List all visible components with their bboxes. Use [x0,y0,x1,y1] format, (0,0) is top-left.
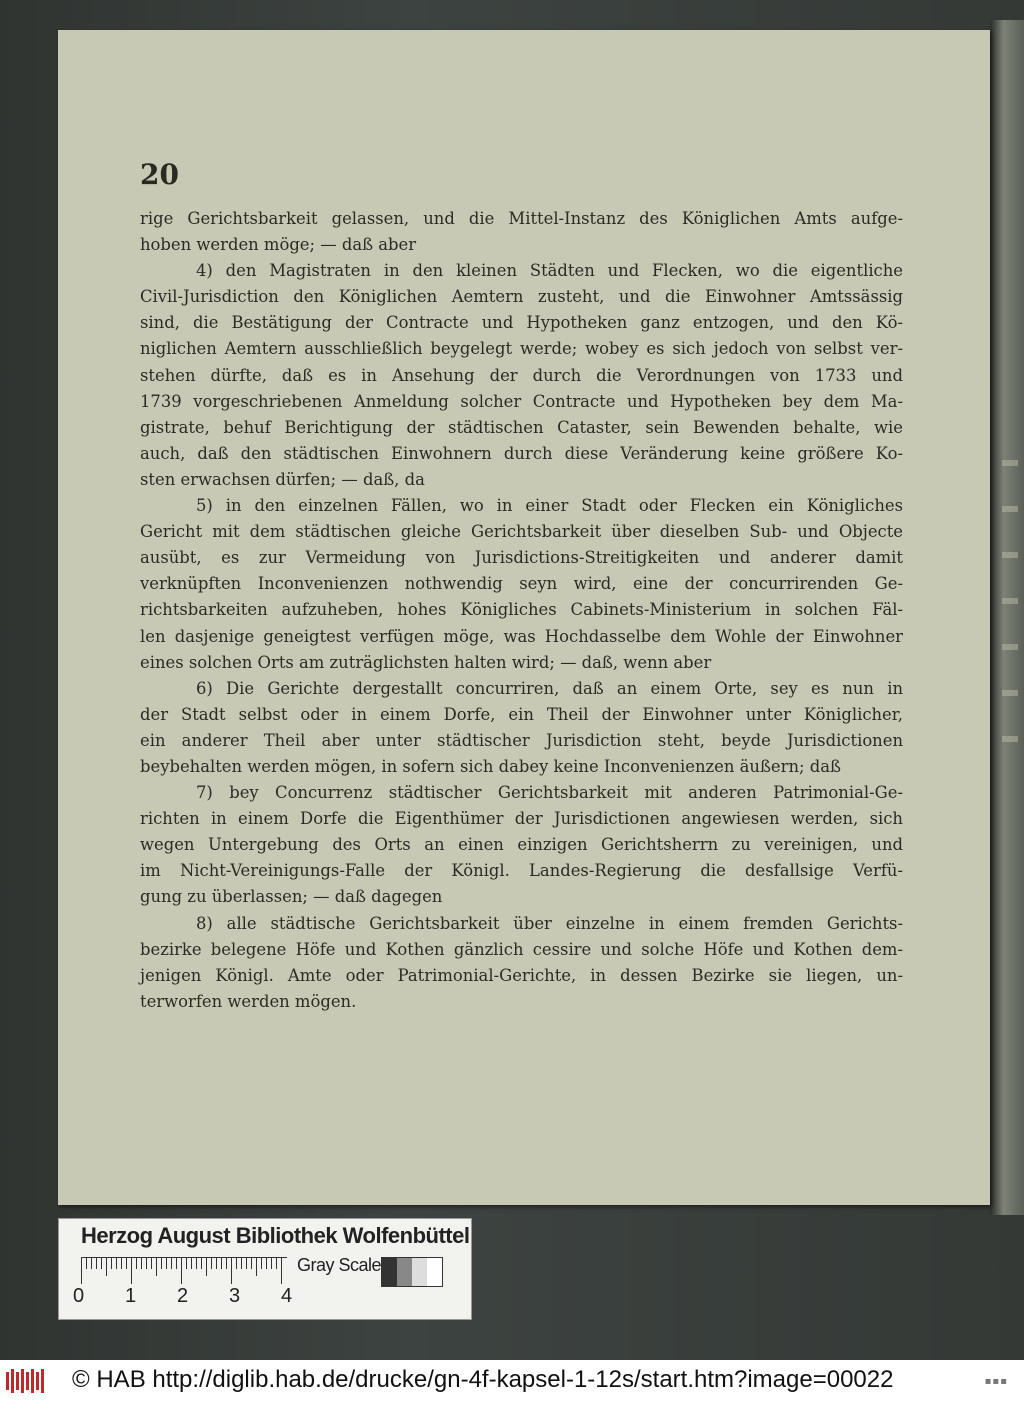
text-line: ausübt, es zur Vermeidung von Jurisdictions-Streitigkeiten und anderer damit [140,548,903,568]
ruler-tick [151,1258,152,1269]
ruler-tick [171,1258,172,1269]
text-line: eines solchen Orts am zuträglichsten halten wird; — daß, wenn aber [140,652,712,672]
ruler-tick [161,1258,162,1269]
text-line: 7) bey Concurrenz städtischer Gerichtsbarkeit mit anderen Patrimonial-Ge- [196,783,903,803]
text-line: terworfen werden mögen. [140,991,357,1011]
ruler-tick [261,1258,262,1269]
ruler-label: 0 [73,1285,85,1307]
gray-scale-swatch [382,1258,397,1286]
ruler-tick [141,1258,142,1269]
page-number: 20 [140,158,179,191]
text-line: jenigen Königl. Amte oder Patrimonial-Gerichte, in dessen Bezirke sie liegen, un- [140,965,903,985]
ruler-tick [186,1258,187,1269]
text-line: beybehalten werden mögen, in sofern sich dabey keine Inconvenienzen äußern; daß [140,756,841,776]
ruler-tick [251,1258,252,1269]
text-line: 5) in den einzelnen Fällen, wo in einer Stadt oder Flecken ein Königliches [196,496,903,516]
ruler-tick [216,1258,217,1269]
text-line: sind, die Bestätigung der Contracte und Hypotheken ganz entzogen, und den Kö- [140,313,903,333]
ruler-tick [106,1258,107,1276]
ruler-tick [256,1258,257,1276]
footer-bar [0,1360,1024,1402]
ruler-scale [81,1257,287,1286]
text-line: stehen dürfte, daß es in Ansehung der durch die Verordnungen von 1733 und [140,365,903,385]
text-line: gistrate, behuf Berichtigung der städtischen Cataster, sein Bewenden behalte, wie [140,417,903,437]
ruler-tick [266,1258,267,1269]
text-line: bezirke belegene Höfe und Kothen gänzlich cessire und solche Höfe und Kothen dem- [140,939,903,959]
library-name: Herzog August Bibliothek Wolfenbüttel [81,1223,470,1248]
ruler-tick [166,1258,167,1269]
text-line: 4) den Magistraten in den kleinen Städten und Flecken, wo die eigentliche [196,261,903,281]
ruler-tick [131,1258,132,1284]
ruler-tick [276,1258,277,1269]
ruler-tick [206,1258,207,1276]
ruler-tick [96,1258,97,1269]
text-line: auch, daß den städtischen Einwohnern durch diese Veränderung keine größere Ko- [140,443,903,463]
text-line: der Stadt selbst oder in einem Dorfe, ein Theil der Einwohner unter Königlicher, [140,704,903,724]
ruler-label: 3 [229,1285,241,1307]
ruler-tick [246,1258,247,1269]
text-line: im Nicht-Vereinigungs-Falle der Königl. Landes-Regierung die desfallsige Verfü- [140,861,903,881]
ruler-label: 2 [177,1285,189,1307]
text-line: gung zu überlassen; — daß dagegen [140,887,443,907]
text-line: Gericht mit dem städtischen gleiche Gerichtsbarkeit über dieselben Sub- und Objecte [140,522,903,542]
ruler-tick [201,1258,202,1269]
ruler-tick [196,1258,197,1269]
gray-scale-swatch [427,1258,442,1286]
ruler-tick [156,1258,157,1276]
ruler-tick [211,1258,212,1269]
ruler-tick [146,1258,147,1269]
page-text [140,206,903,1015]
text-line: Civil-Jurisdiction den Königlichen Aemtern zusteht, und die Einwohner Amtssässig [140,287,903,307]
ruler-tick [236,1258,237,1269]
ruler-tick [86,1258,87,1269]
text-line: len dasjenige geneigtest verfügen möge, was Hochdasselbe dem Wohle der Einwohner [140,626,903,646]
gray-scale-swatch [412,1258,427,1286]
ruler-tick [271,1258,272,1269]
ruler-tick [121,1258,122,1269]
ruler-tick [101,1258,102,1269]
text-line: 1739 vorgeschriebenen Anmeldung solcher Contracte und Hypotheken bey dem Ma- [140,391,903,411]
hab-logo-icon [6,1369,48,1393]
ruler-tick [191,1258,192,1269]
ruler-tick [231,1258,232,1284]
text-line: sten erwachsen dürfen; — daß, da [140,469,425,489]
text-line: richtsbarkeiten aufzuheben, hohes Königliches Cabinets-Ministerium in solchen Fäl- [140,600,903,620]
text-line: niglichen Aemtern ausschließlich beygelegt werde; wobey es sich jedoch von selbst ver- [140,339,903,359]
text-line: verknüpften Inconvenienzen nothwendig seyn wird, eine der concurrirenden Ge- [140,574,903,594]
ruler-tick [126,1258,127,1269]
more-dots-icon: ▪▪▪ [984,1376,1008,1387]
ruler-tick [181,1258,182,1284]
ruler-tick [241,1258,242,1269]
ruler-tick [281,1258,282,1284]
gray-scale-label: Gray Scale [297,1255,382,1275]
gray-scale-bar [381,1257,443,1287]
text-line: hoben werden möge; — daß aber [140,235,417,255]
text-line: 6) Die Gerichte dergestallt concurriren, daß an einem Orte, sey es nun in [196,678,903,698]
ruler-tick [226,1258,227,1269]
ruler-tick [221,1258,222,1269]
color-reference-card [58,1218,472,1320]
text-line: richten in einem Dorfe die Eigenthümer der Jurisdictionen angewiesen werden, sich [140,809,903,829]
ruler-tick [116,1258,117,1269]
next-page-edge [990,20,1024,1215]
text-line: wegen Untergebung des Orts an einen einzigen Gerichtsherrn zu vereinigen, und [140,835,903,855]
ruler-tick [81,1258,82,1284]
text-line: 8) alle städtische Gerichtsbarkeit über einzelne in einem fremden Gerichts- [196,913,903,933]
ruler-tick [111,1258,112,1269]
ruler-label: 4 [281,1285,293,1307]
ruler-tick [176,1258,177,1269]
ruler-tick [136,1258,137,1269]
gray-scale-swatch [397,1258,412,1286]
source-link[interactable]: © HAB http://diglib.hab.de/drucke/gn-4f-kapsel-1-12s/start.htm?image=00022 [72,1366,894,1393]
text-line: rige Gerichtsbarkeit gelassen, und die Mittel-Instanz des Königlichen Amts aufge- [140,209,903,228]
text-line: ein anderer Theil aber unter städtischer Jurisdiction steht, beyde Jurisdictionen [140,730,903,750]
ruler-label: 1 [125,1285,137,1307]
ruler-tick [91,1258,92,1269]
